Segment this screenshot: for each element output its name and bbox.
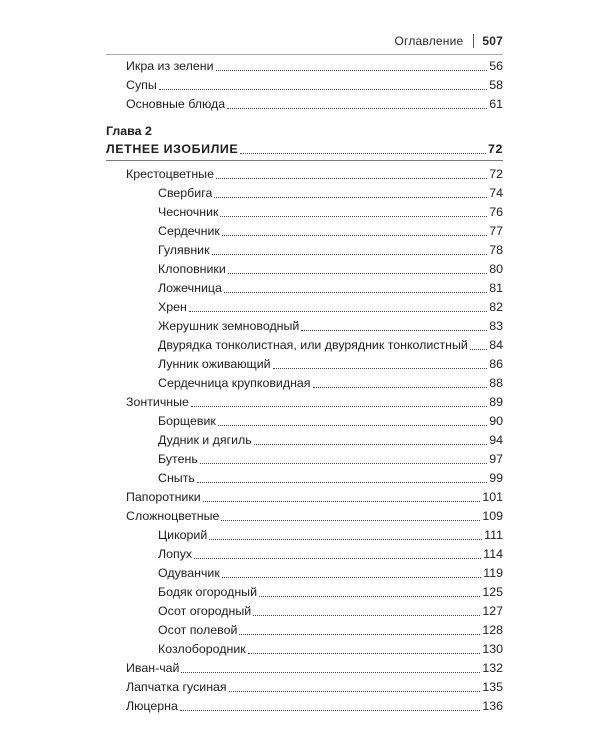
toc-entry-title: Гулявник bbox=[158, 241, 210, 260]
toc-entry-title: Осот огородный bbox=[158, 602, 251, 621]
toc-entry-title: Хрен bbox=[158, 298, 187, 317]
dot-leader bbox=[253, 614, 480, 616]
dot-leader bbox=[224, 291, 487, 293]
toc-entry[interactable] bbox=[106, 659, 503, 678]
toc-entry-title: Крестоцветные bbox=[126, 165, 214, 184]
toc-entry-title: Лапчатка гусиная bbox=[126, 678, 227, 697]
dot-leader bbox=[203, 500, 481, 502]
dot-leader bbox=[229, 690, 481, 692]
toc-entry-page: 86 bbox=[489, 357, 503, 371]
toc-entry[interactable] bbox=[106, 184, 503, 203]
toc-entry-page: 94 bbox=[489, 433, 503, 447]
toc-entry-page: 101 bbox=[482, 490, 503, 504]
dot-leader bbox=[239, 633, 480, 635]
toc-entry-page: 74 bbox=[489, 186, 503, 200]
toc-entry[interactable] bbox=[106, 203, 503, 222]
toc-entry[interactable] bbox=[106, 621, 503, 640]
toc-entry[interactable] bbox=[106, 95, 503, 114]
toc-entry[interactable] bbox=[106, 241, 503, 260]
chapter-title: ЛЕТНЕЕ ИЗОБИЛИЕ bbox=[106, 140, 238, 159]
toc-entry[interactable] bbox=[106, 336, 503, 355]
toc-entry-page: 81 bbox=[489, 281, 503, 295]
chapter-title-entry[interactable] bbox=[106, 140, 503, 159]
toc-entry-title: Борщевик bbox=[158, 412, 216, 431]
toc-entry-title: Жерушник земноводный bbox=[158, 317, 299, 336]
toc-entry-page: 128 bbox=[482, 623, 503, 637]
dot-leader bbox=[216, 69, 488, 71]
toc-entry[interactable] bbox=[106, 469, 503, 488]
section-title: Оглавление bbox=[394, 34, 464, 48]
toc-entry-title: Чесночник bbox=[158, 203, 218, 222]
toc-entry[interactable] bbox=[106, 640, 503, 659]
toc-entry[interactable] bbox=[106, 507, 503, 526]
running-header bbox=[394, 34, 503, 48]
toc-entry-title: Дудник и дягиль bbox=[158, 431, 252, 450]
dot-leader bbox=[221, 519, 480, 521]
toc-entry-page: 119 bbox=[483, 566, 503, 580]
dot-leader bbox=[259, 595, 480, 597]
dot-leader bbox=[301, 329, 487, 331]
dot-leader bbox=[216, 177, 487, 179]
toc-entry[interactable] bbox=[106, 57, 503, 76]
dot-leader bbox=[200, 462, 487, 464]
header-separator bbox=[473, 34, 474, 48]
toc-entry-title: Одуванчик bbox=[158, 564, 220, 583]
toc-entry-page: 136 bbox=[482, 699, 503, 713]
toc-entry-page: 111 bbox=[484, 528, 503, 542]
toc-entries-before bbox=[106, 57, 503, 114]
toc-entry-page: 130 bbox=[482, 642, 503, 656]
toc-entry-page: 125 bbox=[482, 585, 503, 599]
toc-entry-title: Икра из зелени bbox=[126, 57, 214, 76]
toc-entry[interactable] bbox=[106, 260, 503, 279]
toc-entry-title: Папоротники bbox=[126, 488, 201, 507]
dot-leader bbox=[181, 671, 480, 673]
toc-entry-page: 77 bbox=[489, 224, 503, 238]
toc-entry[interactable] bbox=[106, 488, 503, 507]
toc-entry[interactable] bbox=[106, 678, 503, 697]
dot-leader bbox=[222, 576, 481, 578]
toc-entry-title: Сердечник bbox=[158, 222, 220, 241]
dot-leader bbox=[194, 557, 481, 559]
toc-entry-page: 76 bbox=[489, 205, 503, 219]
toc-entry-title: Козлобородник bbox=[158, 640, 246, 659]
dot-leader bbox=[470, 348, 487, 350]
dot-leader bbox=[222, 234, 487, 236]
toc-entry-page: 89 bbox=[489, 395, 503, 409]
toc-entry-page: 84 bbox=[489, 338, 503, 352]
toc-entry-title: Свербига bbox=[158, 184, 212, 203]
toc-entry-page: 135 bbox=[482, 680, 503, 694]
dot-leader bbox=[218, 424, 487, 426]
toc-entry-title: Основные блюда bbox=[126, 95, 225, 114]
chapter-rule bbox=[106, 160, 503, 161]
dot-leader bbox=[240, 152, 486, 154]
toc-entry-page: 97 bbox=[489, 452, 503, 466]
page-number: 507 bbox=[482, 34, 503, 48]
dot-leader bbox=[212, 253, 488, 255]
toc-entry[interactable] bbox=[106, 76, 503, 95]
toc-entry[interactable] bbox=[106, 279, 503, 298]
toc-entry-page: 90 bbox=[489, 414, 503, 428]
toc-entry-title: Клоповники bbox=[158, 260, 226, 279]
toc-entry-title: Лопух bbox=[158, 545, 192, 564]
toc-entry[interactable] bbox=[106, 355, 503, 374]
chapter-label: Глава 2 bbox=[106, 124, 152, 138]
dot-leader bbox=[254, 443, 487, 445]
toc-entry-page: 78 bbox=[489, 243, 503, 257]
toc-entry-page: 82 bbox=[489, 300, 503, 314]
dot-leader bbox=[220, 215, 487, 217]
toc-entry-page: 132 bbox=[482, 661, 503, 675]
dot-leader bbox=[209, 538, 482, 540]
toc-entry[interactable] bbox=[106, 431, 503, 450]
toc-entry-page: 80 bbox=[489, 262, 503, 276]
toc-entry-page: 56 bbox=[489, 59, 503, 73]
toc-entry-title: Бутень bbox=[158, 450, 198, 469]
toc-entry-page: 58 bbox=[489, 78, 503, 92]
toc-entry[interactable] bbox=[106, 222, 503, 241]
toc-entry-title: Люцерна bbox=[126, 697, 178, 716]
dot-leader bbox=[159, 88, 487, 90]
toc-entry-title: Сныть bbox=[158, 469, 195, 488]
toc-entry[interactable] bbox=[106, 317, 503, 336]
dot-leader bbox=[180, 709, 480, 711]
toc-entry[interactable] bbox=[106, 298, 503, 317]
toc-entry[interactable] bbox=[106, 583, 503, 602]
toc-entry-title: Двурядка тонколистная, или двурядник тонколистный bbox=[158, 336, 468, 355]
toc-entry[interactable] bbox=[106, 602, 503, 621]
toc-entry-title: Сердечница крупковидная bbox=[158, 374, 311, 393]
toc-entry-title: Сложноцветные bbox=[126, 507, 219, 526]
toc-entry[interactable] bbox=[106, 564, 503, 583]
dot-leader bbox=[273, 367, 488, 369]
toc-entry-page: 61 bbox=[489, 97, 503, 111]
toc-entry-title: Супы bbox=[126, 76, 157, 95]
toc-entry-title: Осот полевой bbox=[158, 621, 237, 640]
dot-leader bbox=[191, 405, 487, 407]
toc-entry[interactable] bbox=[106, 393, 503, 412]
toc-entry-page: 109 bbox=[482, 509, 503, 523]
dot-leader bbox=[189, 310, 487, 312]
header-rule bbox=[106, 54, 503, 55]
toc-entry-page: 114 bbox=[483, 547, 503, 561]
toc-entry[interactable] bbox=[106, 450, 503, 469]
toc-entry[interactable] bbox=[106, 412, 503, 431]
toc-entry-title: Иван-чай bbox=[126, 659, 179, 678]
toc-entry-page: 72 bbox=[489, 167, 503, 181]
toc-entry[interactable] bbox=[106, 545, 503, 564]
toc-entries-after bbox=[106, 165, 503, 716]
toc-entry-page: 83 bbox=[489, 319, 503, 333]
toc-entry-title: Цикорий bbox=[158, 526, 207, 545]
dot-leader bbox=[313, 386, 488, 388]
dot-leader bbox=[227, 107, 487, 109]
toc-entry-page: 88 bbox=[489, 376, 503, 390]
chapter-page: 72 bbox=[488, 142, 503, 156]
toc-entry-page: 99 bbox=[489, 471, 503, 485]
dot-leader bbox=[214, 196, 487, 198]
toc-entry-title: Зонтичные bbox=[126, 393, 189, 412]
dot-leader bbox=[228, 272, 487, 274]
dot-leader bbox=[248, 652, 481, 654]
toc-entry-title: Бодяк огородный bbox=[158, 583, 257, 602]
toc-entry[interactable] bbox=[106, 697, 503, 716]
toc-entry-page: 127 bbox=[482, 604, 503, 618]
toc-entry-title: Ложечница bbox=[158, 279, 222, 298]
toc-entry[interactable] bbox=[106, 526, 503, 545]
toc-entry[interactable] bbox=[106, 165, 503, 184]
toc-entry[interactable] bbox=[106, 374, 503, 393]
dot-leader bbox=[197, 481, 487, 483]
table-of-contents bbox=[106, 57, 503, 716]
toc-entry-title: Лунник оживающий bbox=[158, 355, 271, 374]
